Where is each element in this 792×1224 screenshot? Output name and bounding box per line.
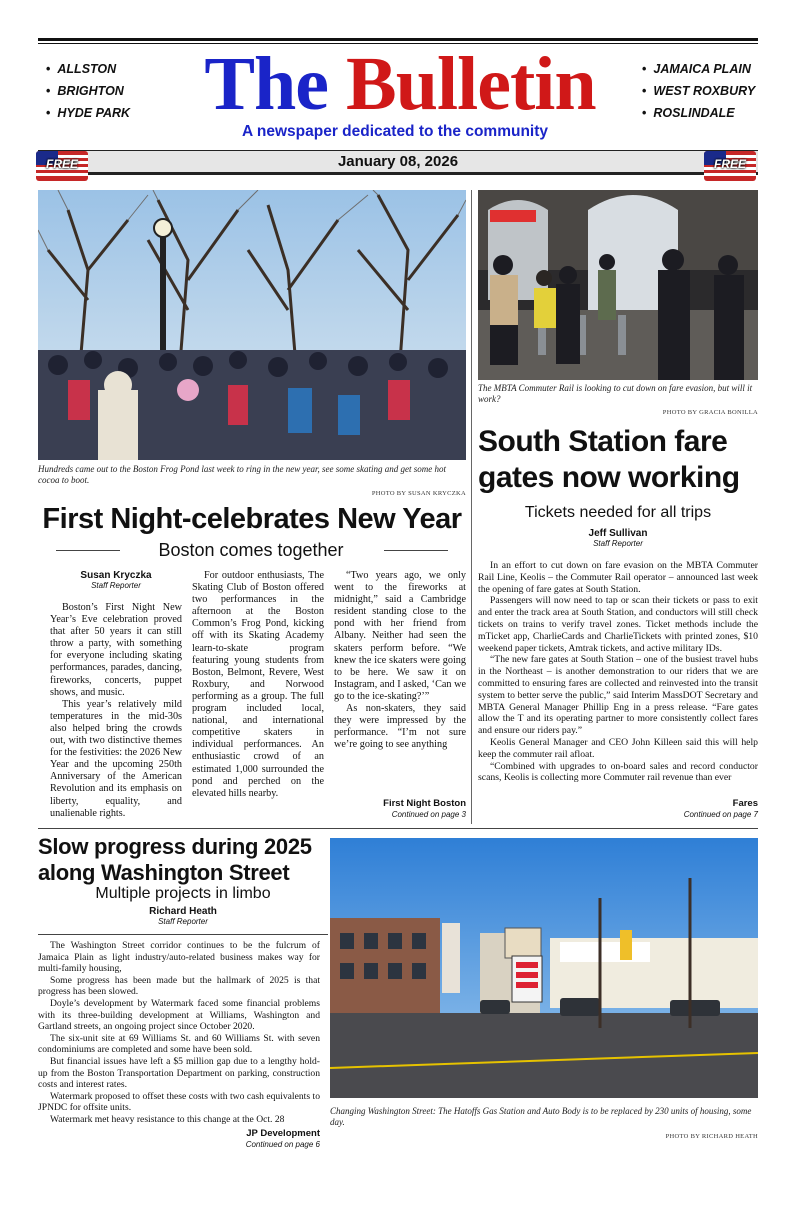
article-column-1 (50, 602, 182, 820)
free-label: FREE (713, 157, 746, 171)
article-paragraph: Keolis General Manager and CEO John Killeen said this will help keep the commuter rail afloat. (478, 736, 758, 760)
headline: Slow progress during 2025 along Washington Street (38, 834, 312, 885)
photo-credit: PHOTO BY SUSAN KRYCZKA (371, 490, 466, 497)
street-photo (330, 838, 758, 1098)
continuation-page: Continued on page 7 (683, 810, 758, 819)
column-divider (471, 190, 472, 824)
fare-gate-photo (478, 190, 758, 380)
article-paragraph: Some progress has been made but the hallmark of 2025 is that progress has been slowed. (38, 974, 320, 998)
town-item: • WEST ROXBURY (642, 80, 772, 102)
subhead: Multiple projects in limbo (95, 885, 271, 902)
article-paragraph: This year’s relatively mild temperatures in the mid-30s also helped bring the crowds out, with two distinctive themes for the festivities: the 2026 New Year and the upcoming 250th Anniversary of the American Revolution and its emphasis on liberty, equality, and unalienable rights. (50, 698, 182, 819)
tagline: A newspaper dedicated to the community (241, 123, 549, 140)
byline-role: Staff Reporter (158, 917, 208, 926)
byline-block (478, 528, 758, 548)
byline: Richard Heath (149, 906, 217, 917)
subhead-rule-left (56, 550, 120, 551)
town-item: • BRIGHTON (46, 80, 156, 102)
article-paragraph: “Two years ago, we only went to the fireworks at midnight,” said a Cambridge resident standing close to the pond with her friend from Albany. Neither had seen the skaters perform before. “We knew the ice skaters were going to be here. We saw it on Instagram, and I asked, ‘Can we go to the ice-skating?’” (334, 570, 466, 702)
title-bulletin: Bulletin (346, 42, 596, 126)
free-flag-icon (704, 151, 756, 181)
byline-rule (38, 934, 328, 935)
section-divider (38, 828, 758, 829)
headline: First Night-celebrates New Year (42, 503, 462, 535)
headline: South Station fare gates now working (478, 425, 740, 494)
article-paragraph: The six-unit site at 69 Williams St. and 60 Williams St. with seven condominiums are completed and some have been sold. (38, 1032, 320, 1056)
photo-credit: PHOTO BY RICHARD HEATH (665, 1133, 758, 1140)
byline-block (50, 570, 182, 590)
article-paragraph: But financial issues have left a $5 million gap due to a lengthy hold-up from the Boston Transportation Department on parking, construction costs and interest rates. (38, 1055, 320, 1091)
byline: Jeff Sullivan (588, 528, 648, 539)
continuation-key: JP Development (246, 1128, 320, 1139)
article-paragraph: The Washington Street corridor continues to be the fulcrum of Jamaica Plain as light industry/auto-related business makes way for multi-family housing, (38, 940, 320, 975)
continuation-page: Continued on page 3 (391, 810, 466, 819)
article-paragraph: Boston’s First Night New Year’s Eve celebration proved that after 50 years it can still throw a party, with something for everyone including skating performances, parades, dancing, fireworks, concerts, puppet shows, and music. (50, 602, 182, 698)
article-paragraph: “The new fare gates at South Station – one of the busiest travel hubs in the Northeast – is another demonstration to our riders that we are committed to ensuring fares are collected and reinvested into the transit system to better serve the public,” said Interim MassDOT Secretary and MBTA General Manager Phillip Eng in a press release. “Fare gates allow the T and its operating partner to more consistently collect fares and ensure our riders pay.” (478, 654, 758, 737)
article-column-2 (192, 570, 324, 800)
byline: Susan Kryczka (80, 570, 152, 581)
article-paragraph: “Combined with upgrades to on-board sales and record conductor scans, Keolis is collecting more Commuter rail revenue than ever (478, 760, 758, 784)
byline-block (38, 906, 328, 926)
article-column (478, 560, 758, 784)
subhead: Boston comes together (158, 540, 344, 560)
crowd-photo (38, 190, 466, 460)
continuation-page: Continued on page 6 (245, 1140, 320, 1149)
article-column (38, 940, 320, 1126)
article-paragraph: As non-skaters, they said they were impressed by the performance. “I’m not sure we’re going to see anything (334, 703, 466, 751)
article-paragraph: Watermark proposed to offset these costs with two cash equivalents to JPNDC for offsite units. (38, 1090, 320, 1114)
town-item: • HYDE PARK (46, 102, 156, 124)
issue-date: January 08, 2026 (337, 153, 459, 170)
article-paragraph: In an effort to cut down on fare evasion on the MBTA Commuter Rail Line, Keolis – the Commuter Rail operator – announced last week the opening of fare gates at South Station. (478, 560, 758, 595)
article-paragraph: For outdoor enthusiasts, The Skating Club of Boston offered two performances in the afternoon at the Boston Common’s Frog Pond, kicking off with its Skating Academy learn-to-skate program featuring young students from Boston, Belmont, Revere, West Roxbury, and Norwood performing as a group. The full program included local, national, and international competitive skaters in individual performances. An enthusiastic crowd of an estimated 1,000 surrounded the pond and perched on the elevated hills nearby. (192, 570, 324, 799)
article-column-3 (334, 570, 466, 751)
town-item: • JAMAICA PLAIN (642, 58, 772, 80)
photo-credit: PHOTO BY GRACIA BONILLA (662, 409, 758, 416)
article-paragraph: Doyle’s development by Watermark faced some financial problems with its three-building development at Williams, Washington and Gartland streets, an ongoing project since October 2020. (38, 997, 320, 1033)
title-the: The (204, 42, 329, 126)
byline-role: Staff Reporter (91, 581, 141, 590)
photo-caption: The MBTA Commuter Rail is looking to cut down on fare evasion, but will it work? (478, 383, 753, 404)
town-item: • ROSLINDALE (642, 102, 772, 124)
byline-role: Staff Reporter (593, 539, 643, 548)
article-paragraph: Passengers will now need to tap or scan their tickets or pass to exit and enter the track area at South Station, and conductors will still check tickets on trains to verify travel zones. Ticket methods include the mTicket app, CharlieCards and CharlieTickets with printed zones, $10 weekend paper tickets, Amtrak tickets, and active military IDs. (478, 595, 758, 654)
date-bar (38, 150, 758, 175)
continuation-key: Fares (732, 798, 758, 809)
continuation-key: First Night Boston (383, 798, 466, 809)
free-label: FREE (45, 157, 78, 171)
photo-caption: Hundreds came out to the Boston Frog Pond last week to ring in the new year, see some skating and get some hot cocoa to boot. (38, 464, 447, 485)
article-paragraph: Watermark met heavy resistance to this change at the Oct. 28 (50, 1113, 285, 1125)
subhead-rule-right (384, 550, 448, 551)
subhead: Tickets needed for all trips (524, 504, 712, 521)
photo-caption: Changing Washington Street: The Hatoffs Gas Station and Auto Body is to be replaced by 230 units of housing, some day. (330, 1106, 752, 1127)
free-flag-icon (36, 151, 88, 181)
town-item: • ALLSTON (46, 58, 156, 80)
newspaper-title (150, 42, 650, 132)
right-towns-list (642, 58, 772, 124)
left-towns-list (46, 58, 156, 124)
